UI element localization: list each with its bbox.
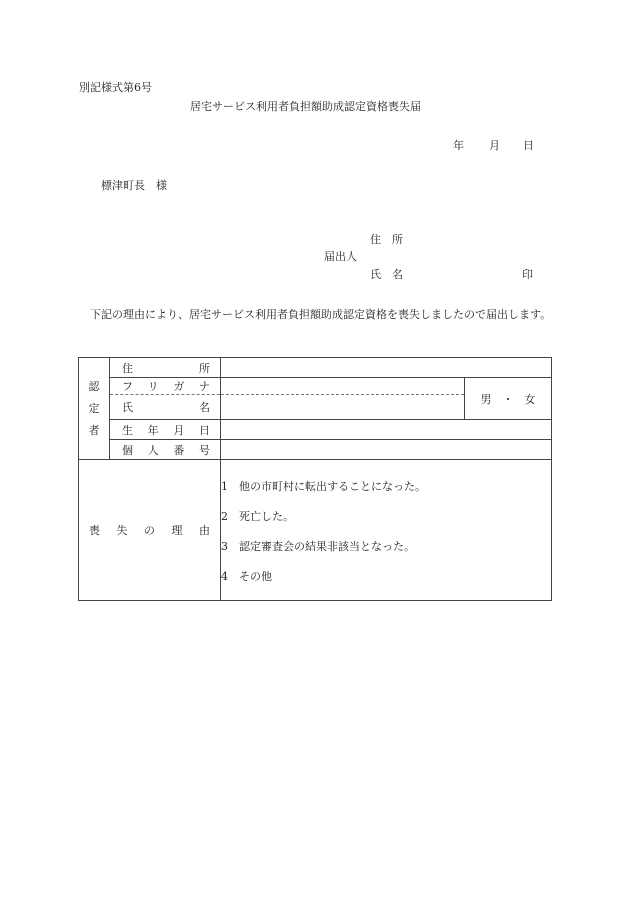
- certified-person-label: 認 定 者: [79, 358, 110, 460]
- birthdate-label: 生 年 月 日: [110, 420, 221, 440]
- document-title: 居宅サービス利用者負担額助成認定資格喪失届: [190, 100, 421, 113]
- birthdate-field[interactable]: [221, 420, 552, 440]
- certification-table: [78, 357, 552, 601]
- name-field[interactable]: [221, 395, 465, 420]
- addressee: 標津町長 様: [101, 179, 167, 192]
- name-label: 氏 名: [110, 395, 221, 420]
- gender-select[interactable]: 男 ・ 女: [465, 378, 552, 420]
- reason-option-1[interactable]: 1 他の市町村に転出することになった。: [221, 480, 426, 493]
- address-field[interactable]: [221, 358, 552, 378]
- table-row: [79, 378, 552, 395]
- seal-label: 印: [522, 268, 533, 281]
- furigana-label: フ リ ガ ナ: [110, 378, 221, 395]
- reason-label: 喪 失 の 理 由: [79, 460, 221, 601]
- body-text: 下記の理由により、居宅サービス利用者負担額助成認定資格を喪失しましたので届出します。: [90, 308, 552, 321]
- date-day-label: 日: [523, 139, 534, 152]
- reason-option-3[interactable]: 3 認定審査会の結果非該当となった。: [221, 540, 415, 553]
- date-year-label: 年: [453, 139, 464, 152]
- personal-number-field[interactable]: [221, 440, 552, 460]
- applicant-name-label: 氏 名: [370, 268, 403, 281]
- table-row: [79, 440, 552, 460]
- reason-option-2[interactable]: 2 死亡した。: [221, 510, 294, 523]
- table-row: [79, 358, 552, 378]
- table-row: [79, 420, 552, 440]
- table-row: [79, 460, 552, 601]
- address-label: 住 所: [110, 358, 221, 378]
- furigana-field[interactable]: [221, 378, 465, 395]
- reporter-label: 届出人: [324, 250, 357, 263]
- date-month-label: 月: [489, 139, 500, 152]
- reason-option-4[interactable]: 4 その他: [221, 570, 272, 583]
- reason-options: [221, 460, 552, 601]
- form-number-label: 別記様式第6号: [79, 81, 152, 94]
- applicant-address-label: 住 所: [370, 233, 403, 246]
- personal-number-label: 個 人 番 号: [110, 440, 221, 460]
